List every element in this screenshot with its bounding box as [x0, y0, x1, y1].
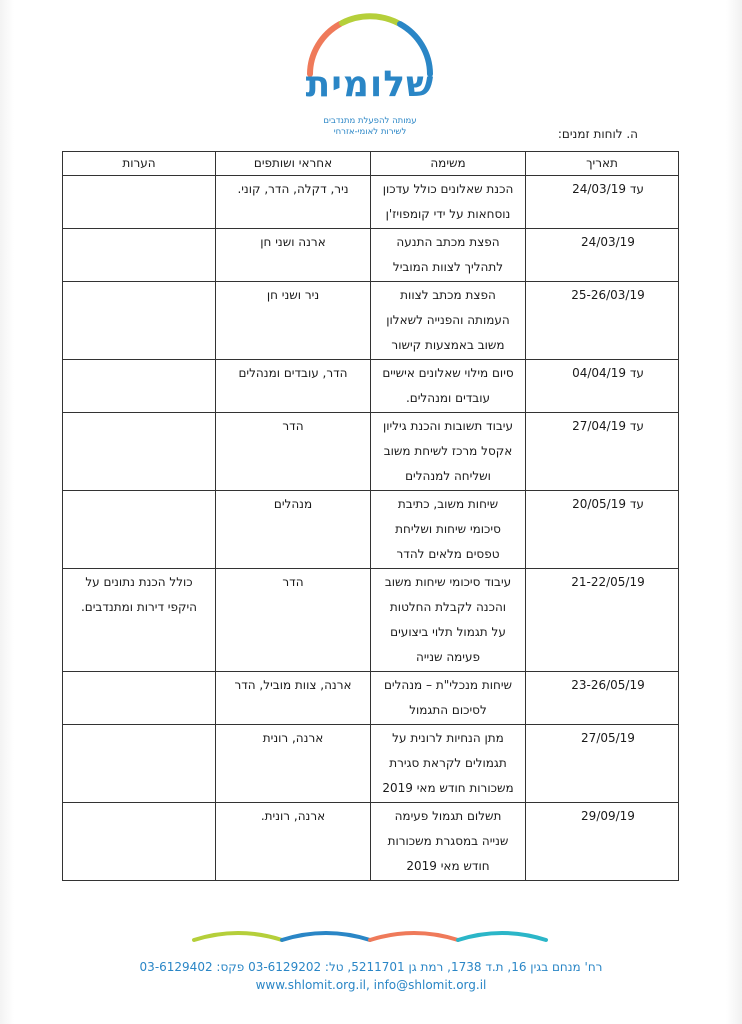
cell-owner: ניר, דקלה, הדר, קוני. — [216, 176, 371, 229]
footer-address: רח' מנחם בגין 16, ת.ד 1738, רמת גן 5211701, טל: 03-6129202 פקס: 03-6129402 — [139, 960, 603, 974]
cell-task: הפצת מכתב התנעה לתהליך לצוות המוביל — [371, 229, 526, 282]
cell-notes — [63, 176, 216, 229]
cell-task: הפצת מכתב לצוות העמותה והפנייה לשאלון משוב באמצעות קישור — [371, 282, 526, 360]
table-row — [63, 491, 679, 569]
cell-owner: הדר — [216, 569, 371, 672]
table-row — [63, 229, 679, 282]
table-row — [63, 725, 679, 803]
cell-task: מתן הנחיות לרונית על תגמולים לקראת סגירת משכורות חודש מאי 2019 — [371, 725, 526, 803]
shlomit-logo — [290, 8, 450, 136]
cell-owner: הדר — [216, 413, 371, 491]
cell-owner: הדר, עובדים ומנהלים — [216, 360, 371, 413]
cell-task: תשלום תגמול פעימה שנייה במסגרת משכורות חודש מאי 2019 — [371, 803, 526, 881]
cell-notes — [63, 803, 216, 881]
cell-notes — [63, 491, 216, 569]
logo-tagline-1: עמותה להפעלת מתנדבים — [323, 116, 417, 126]
schedule-table — [62, 151, 679, 881]
cell-date: 23-26/05/19 — [526, 672, 679, 725]
cell-notes: כולל הכנת נתונים על היקפי דירות ומתנדבים. — [63, 569, 216, 672]
cell-date: 27/05/19 — [526, 725, 679, 803]
cell-notes — [63, 360, 216, 413]
cell-owner: ארנה, צוות מוביל, הדר — [216, 672, 371, 725]
footer-web-links: www.shlomit.org.il, info@shlomit.org.il — [255, 978, 487, 992]
table-row — [63, 803, 679, 881]
cell-date: עד 24/03/19 — [526, 176, 679, 229]
cell-notes — [63, 413, 216, 491]
logo-wordmark: שלומית — [305, 64, 435, 105]
header-task: משימה — [371, 152, 526, 176]
cell-task: שיחות מנכלי"ת – מנהלים לסיכום התגמול — [371, 672, 526, 725]
logo-tagline-2: לשירות לאומי-אזרחי — [333, 127, 407, 137]
header-notes: הערות — [63, 152, 216, 176]
table-row — [63, 360, 679, 413]
header-date: תאריך — [526, 152, 679, 176]
table-row — [63, 672, 679, 725]
cell-date: עד 27/04/19 — [526, 413, 679, 491]
cell-task: הכנת שאלונים כולל עדכון נוסחאות על ידי קומפויז'ן — [371, 176, 526, 229]
table-row — [63, 176, 679, 229]
cell-owner: מנהלים — [216, 491, 371, 569]
cell-notes — [63, 282, 216, 360]
section-title: ה. לוחות זמנים: — [557, 127, 638, 141]
cell-notes — [63, 229, 216, 282]
cell-task: עיבוד תשובות והכנת גיליון אקסל מרכז לשיחת משוב ושליחה למנהלים — [371, 413, 526, 491]
table-row — [63, 282, 679, 360]
cell-task: שיחות משוב, כתיבת סיכומי שיחות ושליחת טפסים מלאים להדר — [371, 491, 526, 569]
cell-date: עד 04/04/19 — [526, 360, 679, 413]
cell-date: 21-22/05/19 — [526, 569, 679, 672]
cell-date: 29/09/19 — [526, 803, 679, 881]
cell-owner: ניר ושני חן — [216, 282, 371, 360]
cell-owner: ארנה ושני חן — [216, 229, 371, 282]
header-owner: אחראי ושותפים — [216, 152, 371, 176]
cell-task: סיום מילוי שאלונים אישיים עובדים ומנהלים. — [371, 360, 526, 413]
footer-wave-icon — [190, 924, 550, 946]
cell-owner: ארנה, רונית — [216, 725, 371, 803]
cell-task: עיבוד סיכומי שיחות משוב והכנה לקבלת החלטות על תגמול תלוי ביצועים פעימה שנייה — [371, 569, 526, 672]
cell-date: 25-26/03/19 — [526, 282, 679, 360]
table-header-row — [63, 152, 679, 176]
table-row — [63, 569, 679, 672]
cell-owner: ארנה, רונית. — [216, 803, 371, 881]
cell-notes — [63, 672, 216, 725]
cell-notes — [63, 725, 216, 803]
cell-date: 24/03/19 — [526, 229, 679, 282]
table-row — [63, 413, 679, 491]
cell-date: עד 20/05/19 — [526, 491, 679, 569]
